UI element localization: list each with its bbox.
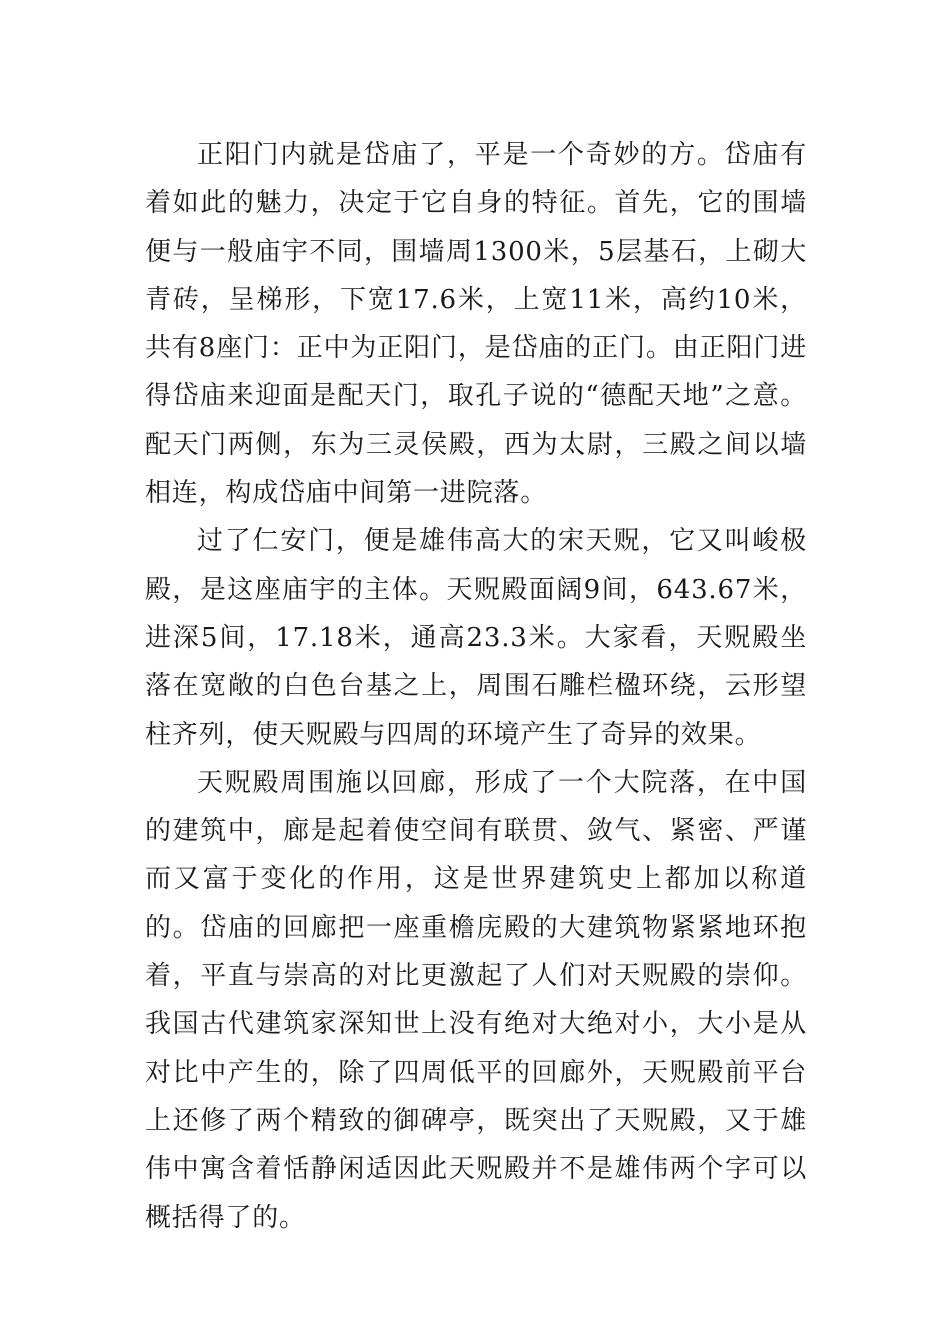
paragraph-2: 过了仁安门，便是雄伟高大的宋天贶，它又叫峻极殿，是这座庙宇的主体。天贶殿面阔9间，643.67米，进深5间，17.18米，通高23.3米。大家看，天贶殿坐落在宽敞的白色台基之上，周围石雕栏楹环绕，云形望柱齐列，使天贶殿与四周的环境产生了奇异的效果。 bbox=[145, 526, 807, 750]
document-body bbox=[145, 131, 807, 1242]
paragraph-1: 正阳门内就是岱庙了，平是一个奇妙的方。岱庙有着如此的魅力，决定于它自身的特征。首先，它的围墙便与一般庙宇不同，围墙周1300米，5层基石，上砌大青砖，呈梯形，下宽17.6米，上宽11米，高约10米，共有8座门：正中为正阳门，是岱庙的正门。由正阳门进得岱庙来迎面是配天门，取孔子说的“德配天地”之意。配天门两侧，东为三灵侯殿，西为太尉，三殿之间以墙相连，构成岱庙中间第一进院落。 bbox=[145, 140, 807, 509]
paragraph-3: 天贶殿周围施以回廊，形成了一个大院落，在中国的建筑中，廊是起着使空间有联贯、敛气、紧密、严谨而又富于变化的作用，这是世界建筑史上都加以称道的。岱庙的回廊把一座重檐庑殿的大建筑物紧紧地环抱着，平直与崇高的对比更激起了人们对天贶殿的崇仰。我国古代建筑家深知世上没有绝对大绝对小，大小是从对比中产生的，除了四周低平的回廊外，天贶殿前平台上还修了两个精致的御碑亭，既突出了天贶殿，又于雄伟中寓含着恬静闲适因此天贶殿并不是雄伟两个字可以概括得了的。 bbox=[145, 767, 807, 1233]
